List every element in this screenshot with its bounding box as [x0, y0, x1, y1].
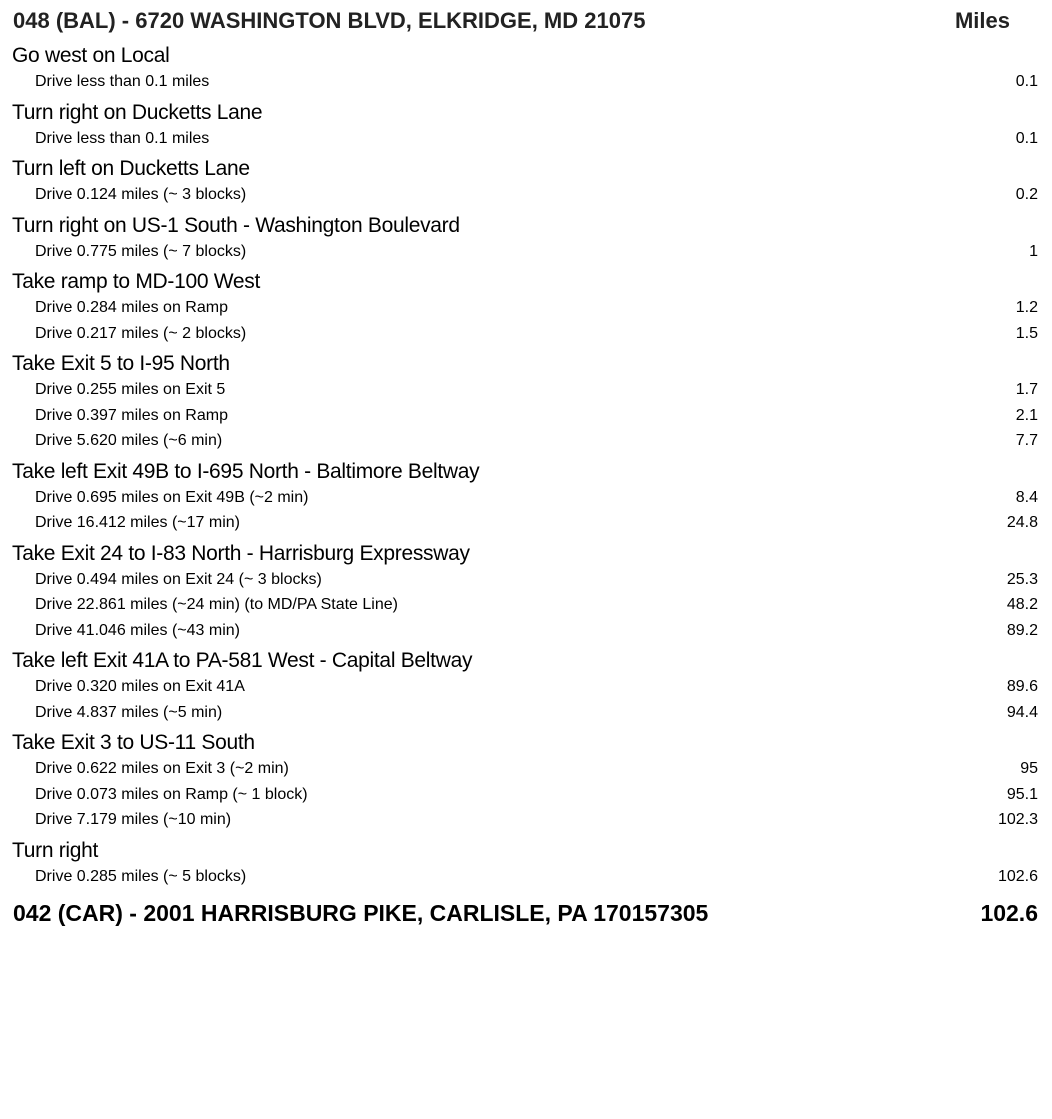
leg-cumulative-miles: 1 — [1029, 242, 1038, 260]
leg-text: Drive 41.046 miles (~43 min) — [35, 621, 240, 639]
step-instruction — [0, 837, 1052, 864]
leg-cumulative-miles: 8.4 — [1015, 488, 1038, 506]
leg-row — [0, 403, 1052, 429]
leg-cumulative-miles: 1.7 — [1015, 381, 1038, 398]
leg-row — [0, 618, 1052, 644]
instruction-text: Take Exit 5 to I-95 North — [12, 352, 230, 375]
step-instruction — [0, 42, 1052, 69]
leg-row — [0, 126, 1052, 152]
leg-row — [0, 239, 1052, 265]
instruction-text: Go west on Local — [12, 44, 170, 67]
leg-text: Drive 0.397 miles on Ramp — [35, 406, 228, 424]
leg-cumulative-miles: 25.3 — [1006, 570, 1038, 588]
step-instruction — [0, 458, 1052, 485]
leg-text: Drive 0.255 miles on Exit 5 — [35, 381, 226, 398]
leg-cumulative-miles: 0.1 — [1015, 73, 1038, 90]
destination-footer — [0, 895, 1052, 931]
step-instruction — [0, 540, 1052, 567]
instruction-text: Turn right — [12, 838, 99, 862]
step-instruction — [0, 99, 1052, 126]
leg-text: Drive 4.837 miles (~5 min) — [35, 703, 223, 721]
leg-row — [0, 782, 1052, 808]
leg-text: Drive 0.494 miles on Exit 24 (~ 3 blocks) — [35, 570, 322, 588]
leg-row — [0, 295, 1052, 321]
leg-text: Drive 0.217 miles (~ 2 blocks) — [35, 324, 247, 342]
leg-row — [0, 756, 1052, 782]
leg-text: Drive 0.320 miles on Exit 41A — [35, 678, 245, 695]
leg-row — [0, 567, 1052, 593]
step-list — [0, 42, 1052, 889]
miles-column-header: Miles — [954, 8, 1010, 33]
destination-address: 042 (CAR) - 2001 HARRISBURG PIKE, CARLISLE, PA 170157305 — [13, 900, 709, 926]
leg-text: Drive 7.179 miles (~10 min) — [35, 811, 232, 828]
leg-cumulative-miles: 102.6 — [997, 867, 1038, 885]
instruction-text: Turn right on Ducketts Lane — [12, 100, 263, 124]
leg-row — [0, 700, 1052, 726]
leg-text: Drive 5.620 miles (~6 min) — [35, 432, 223, 449]
instruction-text: Take left Exit 49B to I-695 North - Baltimore Beltway — [12, 459, 480, 483]
leg-cumulative-miles: 0.1 — [1015, 129, 1038, 147]
leg-row — [0, 321, 1052, 347]
leg-text: Drive 0.695 miles on Exit 49B (~2 min) — [35, 488, 309, 506]
instruction-text: Take Exit 24 to I-83 North - Harrisburg Expressway — [12, 541, 470, 565]
leg-row — [0, 807, 1052, 833]
leg-row — [0, 428, 1052, 454]
leg-cumulative-miles: 0.2 — [1015, 186, 1038, 203]
origin-header — [0, 4, 1052, 38]
leg-cumulative-miles: 2.1 — [1015, 406, 1038, 424]
leg-cumulative-miles: 1.2 — [1015, 299, 1038, 316]
leg-row — [0, 674, 1052, 700]
step-instruction — [0, 729, 1052, 756]
leg-row — [0, 592, 1052, 618]
leg-text: Drive 0.124 miles (~ 3 blocks) — [35, 186, 247, 203]
leg-row — [0, 182, 1052, 208]
leg-row — [0, 69, 1052, 95]
leg-text: Drive 0.073 miles on Ramp (~ 1 block) — [35, 785, 308, 803]
leg-text: Drive less than 0.1 miles — [35, 129, 210, 147]
leg-text: Drive 22.861 miles (~24 min) (to MD/PA State Line) — [35, 596, 398, 613]
leg-cumulative-miles: 102.3 — [997, 811, 1038, 828]
leg-text: Drive 0.285 miles (~ 5 blocks) — [35, 867, 247, 885]
leg-cumulative-miles: 94.4 — [1006, 703, 1038, 721]
leg-row — [0, 510, 1052, 536]
leg-row — [0, 377, 1052, 403]
step-instruction — [0, 647, 1052, 674]
instruction-text: Take Exit 3 to US-11 South — [12, 731, 255, 754]
step-instruction — [0, 212, 1052, 239]
leg-text: Drive 0.775 miles (~ 7 blocks) — [35, 242, 247, 260]
instruction-text: Take left Exit 41A to PA-581 West - Capital Beltway — [12, 649, 473, 672]
leg-text: Drive 16.412 miles (~17 min) — [35, 514, 240, 531]
leg-row — [0, 864, 1052, 890]
leg-cumulative-miles: 48.2 — [1006, 596, 1038, 613]
leg-cumulative-miles: 1.5 — [1015, 324, 1038, 342]
instruction-text: Turn left on Ducketts Lane — [12, 157, 250, 180]
leg-text: Drive 0.284 miles on Ramp — [35, 299, 228, 316]
leg-cumulative-miles: 95.1 — [1006, 785, 1038, 803]
step-instruction — [0, 268, 1052, 295]
instruction-text: Turn right on US-1 South - Washington Boulevard — [12, 213, 460, 237]
leg-text: Drive 0.622 miles on Exit 3 (~2 min) — [35, 760, 289, 777]
origin-address: 048 (BAL) - 6720 WASHINGTON BLVD, ELKRIDGE, MD 21075 — [13, 8, 646, 33]
step-instruction — [0, 155, 1052, 182]
leg-cumulative-miles: 95 — [1020, 760, 1038, 777]
step-instruction — [0, 350, 1052, 377]
leg-cumulative-miles: 7.7 — [1015, 432, 1038, 449]
leg-cumulative-miles: 89.2 — [1006, 621, 1038, 639]
leg-text: Drive less than 0.1 miles — [35, 73, 210, 90]
leg-row — [0, 485, 1052, 511]
leg-cumulative-miles: 89.6 — [1006, 678, 1038, 695]
instruction-text: Take ramp to MD-100 West — [12, 270, 260, 293]
leg-cumulative-miles: 24.8 — [1006, 514, 1038, 531]
total-miles: 102.6 — [980, 900, 1038, 926]
